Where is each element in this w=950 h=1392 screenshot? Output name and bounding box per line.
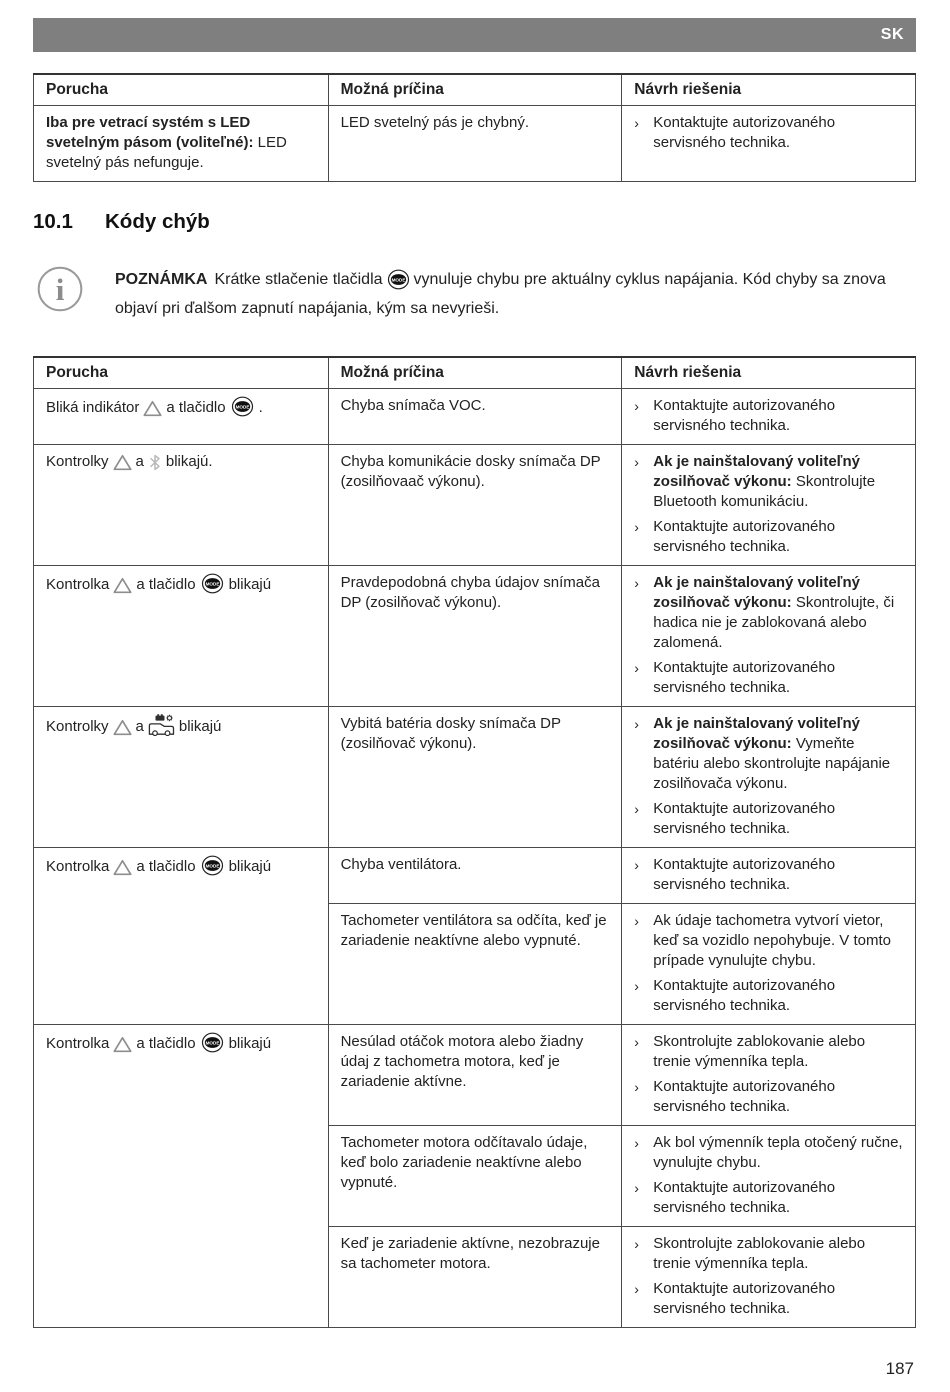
solution-item bbox=[634, 855, 903, 895]
solution-text: Kontaktujte autorizovaného servisného technika. bbox=[653, 659, 836, 696]
fault-text: Kontrolky bbox=[46, 718, 109, 735]
note-text bbox=[115, 268, 907, 320]
col-header-cause: Možná príčina bbox=[328, 74, 622, 106]
warning-triangle-icon bbox=[113, 1036, 132, 1059]
fault-text: a tlačidlo bbox=[136, 576, 196, 593]
solution-cell bbox=[622, 707, 916, 848]
solution-item bbox=[634, 658, 903, 698]
mode-button-icon bbox=[230, 396, 255, 423]
cause-cell: Chyba ventilátora. bbox=[328, 848, 622, 904]
solution-item bbox=[634, 1077, 903, 1117]
col-header-solution: Návrh riešenia bbox=[622, 74, 916, 106]
solution-bullet-icon: › bbox=[634, 857, 639, 873]
cause-cell: Nesúlad otáčok motora alebo žiadny údaj z tachometra motora, keď je zariadenie aktívne. bbox=[328, 1025, 622, 1126]
solution-item bbox=[634, 976, 903, 1016]
solution-cell bbox=[622, 1126, 916, 1227]
solution-item bbox=[634, 1279, 903, 1319]
fault-cell bbox=[34, 848, 329, 1025]
fault-row bbox=[34, 566, 916, 707]
solution-text: Ak údaje tachometra vytvorí vietor, keď sa vozidlo nepohybuje. V tomto prípade vynulujte chybu. bbox=[653, 912, 891, 969]
fault-cell bbox=[34, 707, 329, 848]
solution-item bbox=[634, 1178, 903, 1218]
solution-text: Ak je nainštalovaný voliteľný zosilňovač výkonu: Skontrolujte Bluetooth komunikáciu. bbox=[653, 453, 876, 510]
solution-bullet-icon: › bbox=[634, 1236, 639, 1252]
solution-emphasis: Ak je nainštalovaný voliteľný zosilňovač výkonu: bbox=[653, 715, 860, 752]
section-title: Kódy chýb bbox=[105, 210, 210, 233]
warning-triangle-icon bbox=[143, 400, 162, 423]
solution-text: Kontaktujte autorizovaného servisného technika. bbox=[653, 397, 836, 434]
led-fault-table-body bbox=[34, 106, 916, 182]
fault-text: Bliká indikátor bbox=[46, 399, 140, 416]
svg-text:MODE: MODE bbox=[235, 404, 249, 410]
solution-item bbox=[634, 1133, 903, 1173]
solution-cell bbox=[622, 566, 916, 707]
solution-text: Kontaktujte autorizovaného servisného technika. bbox=[653, 1179, 836, 1216]
cause-cell: Pravdepodobná chyba údajov snímača DP (zosilňovač výkonu). bbox=[328, 566, 622, 707]
solution-item bbox=[634, 714, 903, 794]
solution-text: Skontrolujte zablokovanie alebo trenie výmenníka tepla. bbox=[653, 1033, 866, 1070]
solution-item bbox=[634, 452, 903, 512]
fault-text: a tlačidlo bbox=[136, 858, 196, 875]
fault-text: Kontrolky bbox=[46, 453, 109, 470]
svg-text:MODE: MODE bbox=[205, 1040, 219, 1046]
fault-text: blikajú. bbox=[165, 453, 213, 470]
fault-text: blikajú bbox=[228, 858, 272, 875]
solution-text: Kontaktujte autorizovaného servisného technika. bbox=[653, 856, 836, 893]
col-header-fault: Porucha bbox=[34, 74, 329, 106]
solution-cell bbox=[622, 1227, 916, 1328]
solution-text: Kontaktujte autorizovaného servisného technika. bbox=[653, 1078, 836, 1115]
fault-row bbox=[34, 848, 916, 904]
mode-button-icon bbox=[386, 269, 411, 297]
fault-text: LED svetelný pás nefunguje. bbox=[46, 134, 287, 171]
fault-row bbox=[34, 445, 916, 566]
mode-button-icon bbox=[200, 573, 225, 600]
solution-text: Kontaktujte autorizovaného servisného technika. bbox=[653, 1280, 836, 1317]
solution-bullet-icon: › bbox=[634, 115, 639, 131]
fault-text: a bbox=[135, 718, 144, 735]
fault-text: Kontrolka bbox=[46, 858, 110, 875]
warning-triangle-icon bbox=[113, 859, 132, 882]
solution-bullet-icon: › bbox=[634, 519, 639, 535]
solution-bullet-icon: › bbox=[634, 978, 639, 994]
note-label: POZNÁMKA bbox=[115, 271, 208, 288]
solution-text: Kontaktujte autorizovaného servisného technika. bbox=[653, 114, 836, 151]
info-icon bbox=[37, 266, 83, 312]
solution-cell bbox=[622, 106, 916, 182]
note-text-after: vynuluje chybu pre aktuálny cyklus napájania. Kód chyby sa znova objaví pri ďalšom zapnutí napájania, kým sa nevyrieši. bbox=[115, 271, 886, 317]
note-block bbox=[33, 266, 916, 320]
solution-item bbox=[634, 517, 903, 557]
solution-bullet-icon: › bbox=[634, 660, 639, 676]
solution-item bbox=[634, 911, 903, 971]
fault-cell bbox=[34, 445, 329, 566]
solution-bullet-icon: › bbox=[634, 1180, 639, 1196]
fault-text: a tlačidlo bbox=[136, 1035, 196, 1052]
solution-cell bbox=[622, 1025, 916, 1126]
solution-item bbox=[634, 1234, 903, 1274]
mode-button-icon bbox=[200, 1032, 225, 1059]
solution-cell bbox=[622, 848, 916, 904]
svg-text:MODE: MODE bbox=[205, 581, 219, 587]
section-heading bbox=[33, 210, 916, 234]
solution-bullet-icon: › bbox=[634, 913, 639, 929]
solution-item bbox=[634, 396, 903, 436]
fault-cell bbox=[34, 1025, 329, 1328]
cause-cell: LED svetelný pás je chybný. bbox=[328, 106, 622, 182]
cause-cell: Tachometer ventilátora sa odčíta, keď je zariadenie neaktívne alebo vypnuté. bbox=[328, 904, 622, 1025]
solution-cell bbox=[622, 389, 916, 445]
solution-bullet-icon: › bbox=[634, 1079, 639, 1095]
col-header-fault: Porucha bbox=[34, 357, 329, 389]
fault-cell bbox=[34, 566, 329, 707]
solution-text: Kontaktujte autorizovaného servisného technika. bbox=[653, 977, 836, 1014]
solution-text: Ak bol výmenník tepla otočený ručne, vynulujte chybu. bbox=[653, 1134, 903, 1171]
language-badge: SK bbox=[880, 26, 904, 43]
solution-cell bbox=[622, 904, 916, 1025]
fault-cell bbox=[34, 106, 329, 182]
fault-text: . bbox=[258, 399, 263, 416]
bluetooth-icon bbox=[148, 454, 162, 477]
cause-cell: Keď je zariadenie aktívne, nezobrazuje sa tachometer motora. bbox=[328, 1227, 622, 1328]
fault-text: a tlačidlo bbox=[166, 399, 226, 416]
fault-cell bbox=[34, 389, 329, 445]
fault-text: blikajú bbox=[178, 718, 222, 735]
cause-cell: Tachometer motora odčítavalo údaje, keď bolo zariadenie neaktívne alebo vypnuté. bbox=[328, 1126, 622, 1227]
warning-triangle-icon bbox=[113, 454, 132, 477]
led-fault-table bbox=[33, 73, 916, 182]
solution-bullet-icon: › bbox=[634, 1135, 639, 1151]
solution-bullet-icon: › bbox=[634, 1034, 639, 1050]
svg-text:MODE: MODE bbox=[205, 863, 219, 869]
solution-item bbox=[634, 573, 903, 653]
solution-bullet-icon: › bbox=[634, 716, 639, 732]
table-header-row bbox=[34, 74, 916, 106]
solution-text: Kontaktujte autorizovaného servisného technika. bbox=[653, 800, 836, 837]
error-code-table bbox=[33, 356, 916, 1328]
solution-text: Ak je nainštalovaný voliteľný zosilňovač výkonu: Vymeňte batériu alebo skontrolujte napájanie zosilňovača výkonu. bbox=[653, 715, 891, 792]
table-header-row bbox=[34, 357, 916, 389]
fault-text: blikajú bbox=[228, 576, 272, 593]
cause-cell: Chyba komunikácie dosky snímača DP (zosilňovaač výkonu). bbox=[328, 445, 622, 566]
solution-text: Skontrolujte zablokovanie alebo trenie výmenníka tepla. bbox=[653, 1235, 866, 1272]
solution-item bbox=[634, 1032, 903, 1072]
solution-bullet-icon: › bbox=[634, 575, 639, 591]
note-text-before: Krátke stlačenie tlačidla bbox=[214, 271, 383, 288]
mode-button-icon bbox=[200, 855, 225, 882]
error-code-table-body bbox=[34, 389, 916, 1328]
svg-text:i: i bbox=[55, 272, 65, 307]
language-bar bbox=[33, 18, 916, 52]
solution-text: Ak je nainštalovaný voliteľný zosilňovač výkonu: Skontrolujte, či hadica nie je zablokovaná alebo zalomená. bbox=[653, 574, 895, 651]
fault-text: Kontrolka bbox=[46, 1035, 110, 1052]
solution-bullet-icon: › bbox=[634, 801, 639, 817]
power-booster-icon bbox=[148, 714, 175, 742]
warning-triangle-icon bbox=[113, 577, 132, 600]
section-number: 10.1 bbox=[33, 210, 73, 233]
cause-cell: Chyba snímača VOC. bbox=[328, 389, 622, 445]
fault-text: blikajú bbox=[228, 1035, 272, 1052]
fault-row bbox=[34, 1025, 916, 1126]
solution-item bbox=[634, 799, 903, 839]
svg-text:MODE: MODE bbox=[391, 277, 405, 283]
solution-item bbox=[634, 113, 903, 153]
fault-row bbox=[34, 106, 916, 182]
solution-bullet-icon: › bbox=[634, 1281, 639, 1297]
cause-cell: Vybitá batéria dosky snímača DP (zosilňovač výkonu). bbox=[328, 707, 622, 848]
fault-row bbox=[34, 389, 916, 445]
solution-bullet-icon: › bbox=[634, 398, 639, 414]
fault-emphasis: Iba pre vetrací systém s LED svetelným pásom (voliteľné): bbox=[46, 114, 254, 151]
col-header-solution: Návrh riešenia bbox=[622, 357, 916, 389]
solution-cell bbox=[622, 445, 916, 566]
fault-text: Kontrolka bbox=[46, 576, 110, 593]
fault-row bbox=[34, 707, 916, 848]
solution-bullet-icon: › bbox=[634, 454, 639, 470]
warning-triangle-icon bbox=[113, 719, 132, 742]
page-number: 187 bbox=[885, 1359, 914, 1378]
col-header-cause: Možná príčina bbox=[328, 357, 622, 389]
solution-emphasis: Ak je nainštalovaný voliteľný zosilňovač výkonu: bbox=[653, 574, 860, 611]
fault-text: a bbox=[135, 453, 144, 470]
solution-text: Kontaktujte autorizovaného servisného technika. bbox=[653, 518, 836, 555]
solution-emphasis: Ak je nainštalovaný voliteľný zosilňovač výkonu: bbox=[653, 453, 860, 490]
